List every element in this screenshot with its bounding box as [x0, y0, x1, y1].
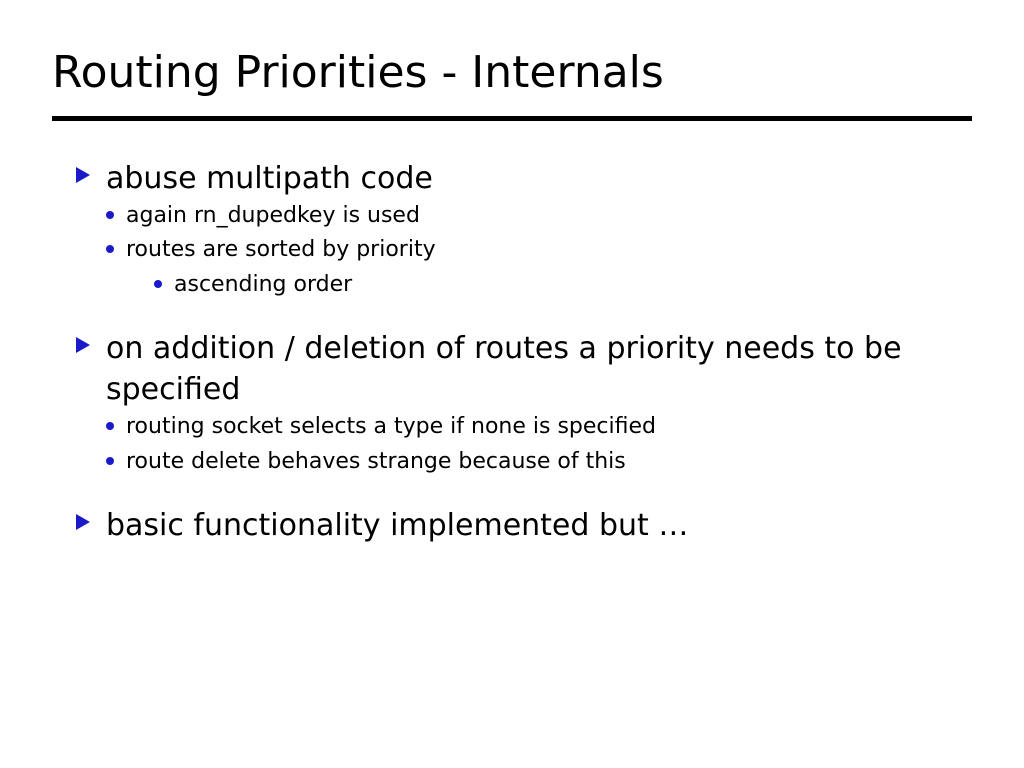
bullet-level1-label: on addition / deletion of routes a priority needs to be specified — [106, 330, 902, 408]
bullet-level3 — [68, 268, 968, 302]
bullet-group — [68, 328, 968, 479]
bullet-level1 — [68, 505, 968, 546]
bullet-level2 — [68, 410, 968, 444]
dot-bullet-icon — [106, 422, 114, 430]
bullet-level2-label: again rn_dupedkey is used — [126, 203, 420, 229]
slide-body — [68, 150, 968, 546]
bullet-group — [68, 505, 968, 546]
bullet-level1 — [68, 328, 968, 411]
page-title: Routing Priorities - Internals — [52, 47, 664, 98]
bullet-group — [68, 158, 968, 302]
bullet-level1 — [68, 158, 968, 199]
bullet-level1-label: abuse multipath code — [106, 161, 433, 196]
bullet-level1-label: basic functionality implemented but … — [106, 507, 689, 543]
bullet-level2-label: routing socket selects a type if none is specified — [126, 414, 656, 440]
dot-bullet-icon — [154, 280, 162, 288]
bullet-level2 — [68, 233, 968, 267]
title-divider — [52, 116, 972, 121]
triangle-bullet-icon — [76, 514, 90, 530]
bullet-level2-label: route delete behaves strange because of this — [126, 448, 626, 474]
dot-bullet-icon — [106, 245, 114, 253]
triangle-bullet-icon — [76, 337, 90, 353]
bullet-level2 — [68, 445, 968, 479]
bullet-level2-label: routes are sorted by priority — [126, 237, 436, 263]
bullet-level3-label: ascending order — [174, 271, 353, 297]
dot-bullet-icon — [106, 211, 114, 219]
bullet-level2 — [68, 199, 968, 233]
dot-bullet-icon — [106, 457, 114, 465]
triangle-bullet-icon — [76, 167, 90, 183]
